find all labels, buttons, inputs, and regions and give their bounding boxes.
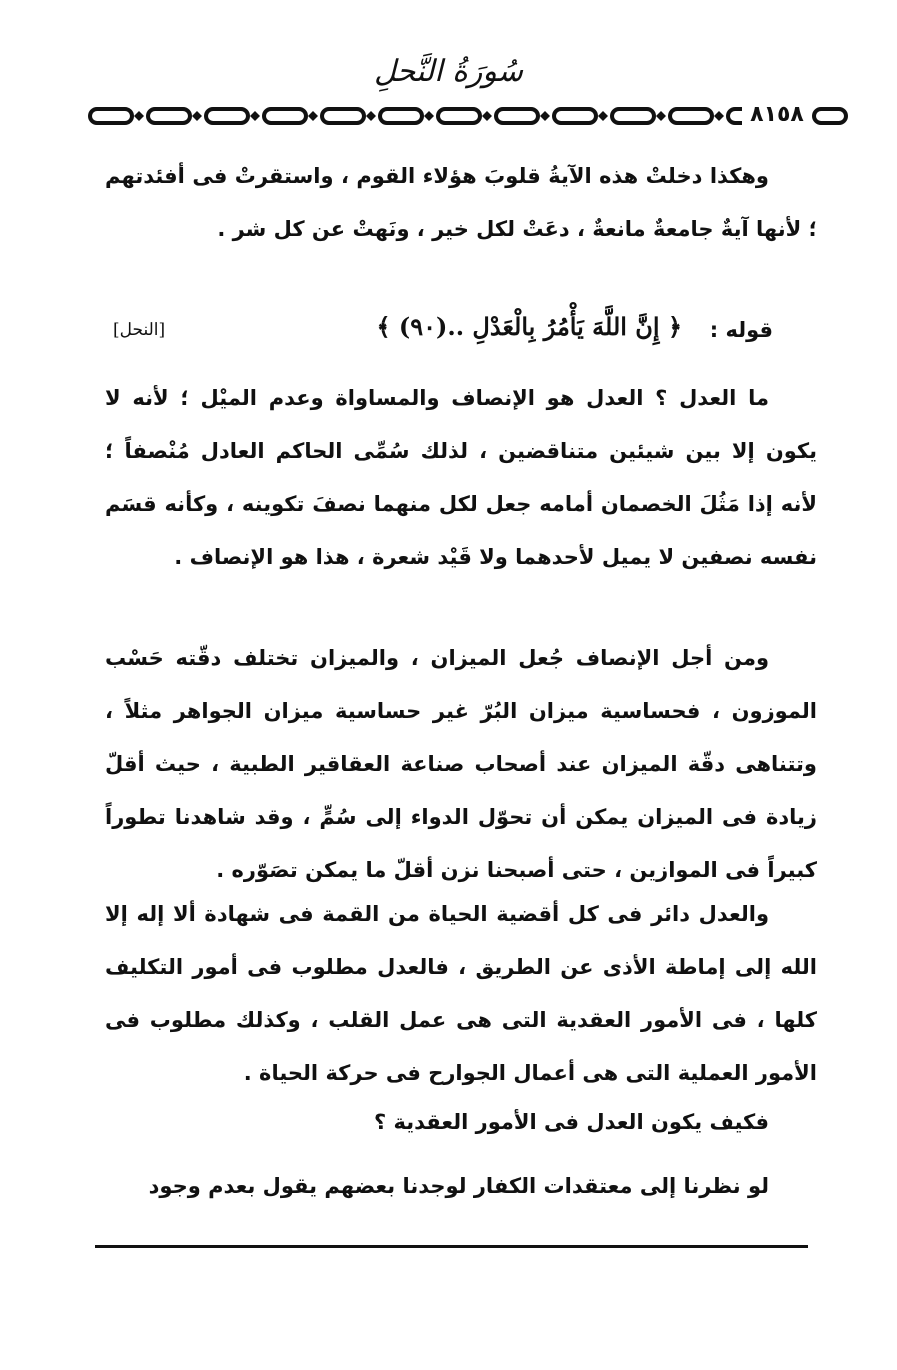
verse-text: ﴿ إِنَّ اللَّهَ يَأْمُرُ بِالْعَدْلِ ..(٩٠) ﴾	[376, 312, 682, 341]
paragraph-2: ما العدل ؟ العدل هو الإنصاف والمساواة وعدم الميْل ؛ لأنه لا يكون إلا بين شيئين متناقضين ، لذلك سُمِّى الحاكم العادل مُنْصفاً ؛ لأنه إذا مَثُلَ الخصمان أمامه جعل لكل منهما نصفَ تكوينه ، وكأنه قسَم نفسه نصفين لا يميل لأحدهما ولا قَيْد شعرة ، هذا هو الإنصاف .	[105, 386, 817, 569]
page-number: ٨١٥٨	[742, 102, 812, 128]
paragraph-3: ومن أجل الإنصاف جُعل الميزان ، والميزان تختلف دقّته حَسْب الموزون ، فحساسية ميزان البُرّ غير حساسية ميزان الجواهر مثلاً ، وتتناهى دقّة الميزان عند أصحاب صناعة العقاقير الطبية ، حيث أقلّ زيادة فى الميزان يمكن أن تحوّل الدواء إلى سُمٍّ ، وقد شاهدنا تطوراً كبيراً فى الموازين ، حتى أصبحنا نزن أقلّ ما يمكن تصَوّره .	[105, 646, 817, 882]
surah-title: سُورَةُ النَّحلِ	[374, 54, 523, 89]
decorative-header-border	[86, 96, 850, 136]
paragraph-4: والعدل دائر فى كل أقضية الحياة من القمة فى شهادة ألا إله إلا الله إلى إماطة الأذى عن الطريق ، فالعدل مطلوب فى أمور التكليف كلها ، فى الأمور العقدية التى هى عمل القلب ، وكذلك مطلوب فى الأمور العملية التى هى أعمال الجوارح فى حركة الحياة .	[105, 902, 817, 1085]
verse-reference: [النحل]	[113, 320, 166, 340]
paragraph-6: لو نظرنا إلى معتقدات الكفار لوجدنا بعضهم يقول بعدم وجود	[148, 1174, 769, 1198]
paragraph-1: وهكذا دخلتْ هذه الآيةُ قلوبَ هؤلاء القوم ، واستقرتْ فى أفئدتهم ؛ لأنها آيةٌ جامعةٌ مانعةٌ ، دعَتْ لكل خير ، ونَهتْ عن كل شر .	[105, 164, 817, 241]
paragraph-5: فكيف يكون العدل فى الأمور العقدية ؟	[374, 1110, 769, 1134]
verse-label: قوله :	[709, 318, 773, 342]
quran-verse-line	[105, 308, 817, 360]
footer-rule	[95, 1245, 808, 1248]
